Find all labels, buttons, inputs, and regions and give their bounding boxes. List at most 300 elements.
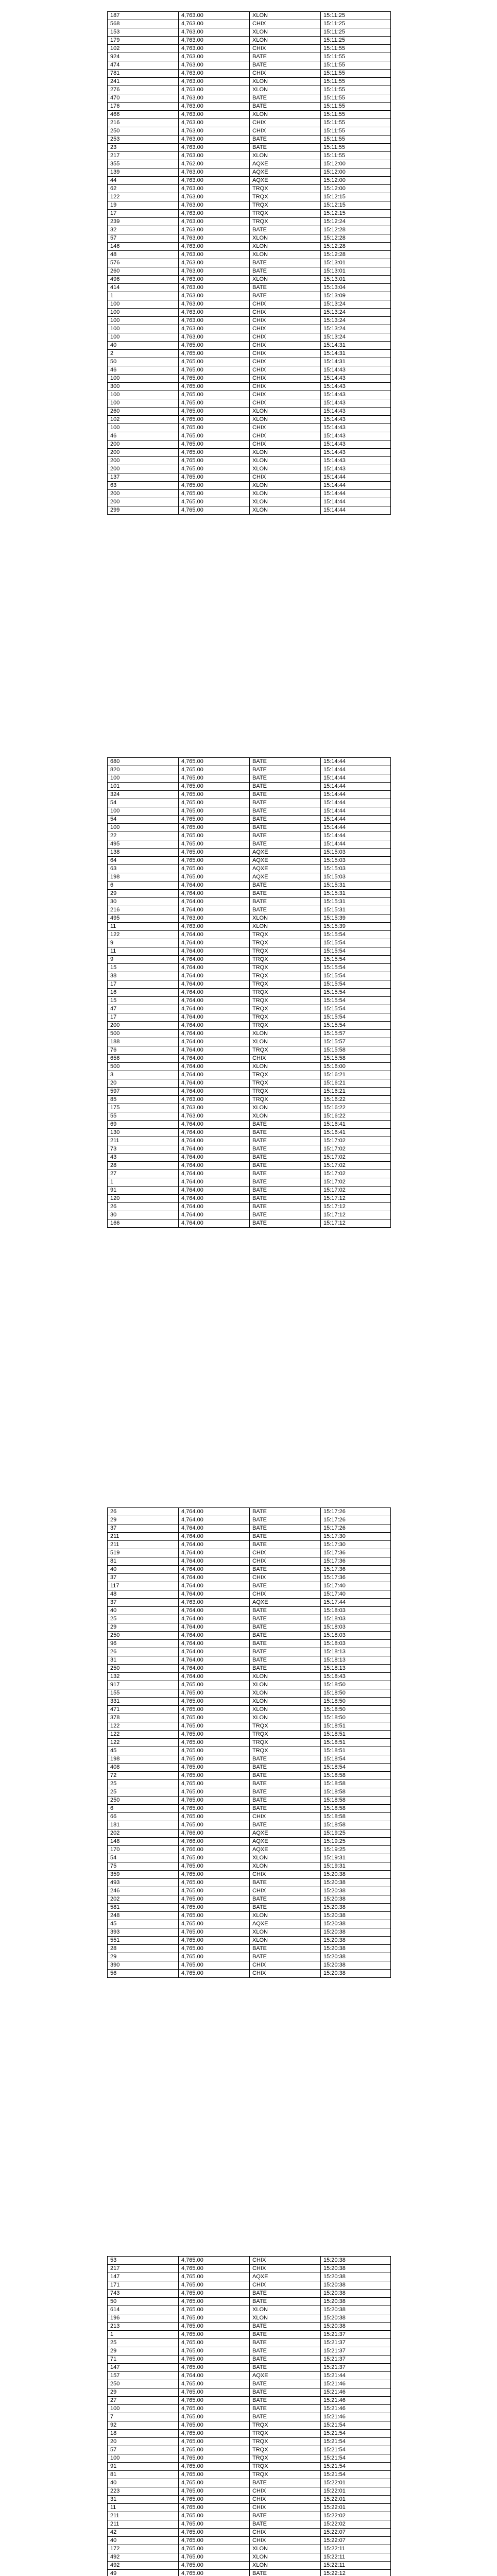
venue-cell: BATE [250,2397,321,2405]
table-row [108,1714,391,1722]
time-cell: 15:17:36 [321,1566,391,1574]
table-row [108,865,391,873]
volume-cell: 137 [108,473,179,482]
venue-cell: BATE [250,1895,321,1904]
price-cell: 4,765.00 [179,2257,250,2265]
venue-cell: CHIX [250,2496,321,2504]
venue-cell: BATE [250,1648,321,1656]
price-cell: 4,763.00 [179,333,250,342]
venue-cell: BATE [250,824,321,832]
table-row [108,1541,391,1549]
price-cell: 4,765.00 [179,799,250,807]
table-row [108,1590,391,1599]
trade-page-4 [107,2256,390,2576]
price-cell: 4,765.00 [179,1714,250,1722]
venue-cell: CHIX [250,391,321,399]
venue-cell: BATE [250,1805,321,1813]
trades-table [107,1507,391,1978]
price-cell: 4,765.00 [179,2347,250,2355]
price-cell: 4,765.00 [179,416,250,424]
price-cell: 4,763.00 [179,1112,250,1121]
price-cell: 4,766.00 [179,1838,250,1846]
time-cell: 15:18:13 [321,1665,391,1673]
volume-cell: 122 [108,1731,179,1739]
venue-cell: XLON [250,1928,321,1937]
table-row [108,2347,391,2355]
volume-cell: 22 [108,832,179,840]
time-cell: 15:14:43 [321,408,391,416]
venue-cell: TRQX [250,1013,321,1022]
table-row [108,2257,391,2265]
table-row [108,1030,391,1038]
price-cell: 4,764.00 [179,956,250,964]
table-row [108,193,391,201]
price-cell: 4,764.00 [179,1508,250,1516]
venue-cell: CHIX [250,20,321,28]
venue-cell: XLON [250,2562,321,2570]
time-cell: 15:14:44 [321,758,391,766]
price-cell: 4,765.00 [179,1731,250,1739]
volume-cell: 25 [108,1615,179,1623]
volume-cell: 40 [108,342,179,350]
table-row [108,309,391,317]
venue-cell: BATE [250,766,321,774]
time-cell: 15:11:55 [321,152,391,160]
table-row [108,424,391,432]
table-row [108,766,391,774]
time-cell: 15:20:38 [321,1904,391,1912]
venue-cell: TRQX [250,1088,321,1096]
price-cell: 4,765.00 [179,2496,250,2504]
time-cell: 15:21:37 [321,2339,391,2347]
time-cell: 15:17:02 [321,1162,391,1170]
venue-cell: CHIX [250,473,321,482]
volume-cell: 148 [108,1838,179,1846]
venue-cell: BATE [250,2413,321,2421]
venue-cell: TRQX [250,931,321,939]
volume-cell: 474 [108,61,179,70]
table-row [108,840,391,849]
volume-cell: 50 [108,2298,179,2306]
venue-cell: BATE [250,840,321,849]
venue-cell: XLON [250,37,321,45]
venue-cell: CHIX [250,1813,321,1821]
price-cell: 4,765.00 [179,449,250,457]
venue-cell: XLON [250,1689,321,1698]
volume-cell: 96 [108,1640,179,1648]
table-row [108,408,391,416]
table-row [108,849,391,857]
venue-cell: BATE [250,2570,321,2576]
price-cell: 4,765.00 [179,873,250,882]
price-cell: 4,765.00 [179,807,250,816]
volume-cell: 172 [108,2545,179,2553]
time-cell: 15:11:55 [321,70,391,78]
table-row [108,37,391,45]
price-cell: 4,765.00 [179,408,250,416]
venue-cell: XLON [250,1698,321,1706]
price-cell: 4,765.00 [179,473,250,482]
price-cell: 4,765.00 [179,440,250,449]
volume-cell: 781 [108,70,179,78]
table-row [108,1615,391,1623]
price-cell: 4,765.00 [179,375,250,383]
table-row [108,1038,391,1046]
time-cell: 15:21:54 [321,2438,391,2446]
time-cell: 15:21:37 [321,2355,391,2364]
table-row [108,2265,391,2273]
price-cell: 4,765.00 [179,498,250,506]
price-cell: 4,765.00 [179,1764,250,1772]
time-cell: 15:20:38 [321,1945,391,1953]
table-row [108,2512,391,2520]
trade-page-2 [107,757,390,1228]
time-cell: 15:17:30 [321,1541,391,1549]
price-cell: 4,765.00 [179,2413,250,2421]
price-cell: 4,765.00 [179,2520,250,2529]
table-row [108,2446,391,2454]
venue-cell: BATE [250,1541,321,1549]
venue-cell: BATE [250,1219,321,1228]
volume-cell: 300 [108,383,179,391]
volume-cell: 57 [108,2446,179,2454]
venue-cell: BATE [250,799,321,807]
price-cell: 4,764.00 [179,1187,250,1195]
table-row [108,432,391,440]
price-cell: 4,764.00 [179,931,250,939]
price-cell: 4,763.00 [179,923,250,931]
time-cell: 15:20:38 [321,2306,391,2314]
time-cell: 15:15:54 [321,997,391,1005]
table-row [108,2355,391,2364]
table-row [108,2290,391,2298]
table-row [108,2339,391,2347]
time-cell: 15:11:25 [321,20,391,28]
table-row [108,824,391,832]
volume-cell: 69 [108,1121,179,1129]
venue-cell: XLON [250,86,321,94]
price-cell: 4,763.00 [179,144,250,152]
volume-cell: 26 [108,1648,179,1656]
volume-cell: 260 [108,267,179,276]
price-cell: 4,765.00 [179,490,250,498]
table-row [108,2454,391,2463]
table-row [108,832,391,840]
volume-cell: 29 [108,890,179,898]
volume-cell: 56 [108,1970,179,1978]
volume-cell: 122 [108,1722,179,1731]
time-cell: 15:15:58 [321,1046,391,1055]
venue-cell: BATE [250,53,321,61]
table-row [108,1582,391,1590]
table-row [108,1755,391,1764]
price-cell: 4,764.00 [179,890,250,898]
time-cell: 15:22:11 [321,2553,391,2562]
table-row [108,2380,391,2388]
table-row [108,857,391,865]
time-cell: 15:17:30 [321,1533,391,1541]
price-cell: 4,765.00 [179,1895,250,1904]
volume-cell: 166 [108,1219,179,1228]
time-cell: 15:11:55 [321,119,391,127]
price-cell: 4,765.00 [179,1937,250,1945]
time-cell: 15:12:28 [321,243,391,251]
volume-cell: 44 [108,177,179,185]
venue-cell: XLON [250,251,321,259]
time-cell: 15:21:54 [321,2421,391,2430]
time-cell: 15:14:43 [321,391,391,399]
time-cell: 15:14:44 [321,840,391,849]
price-cell: 4,765.00 [179,2562,250,2570]
venue-cell: BATE [250,1755,321,1764]
time-cell: 15:22:02 [321,2512,391,2520]
price-cell: 4,765.00 [179,1871,250,1879]
time-cell: 15:15:03 [321,865,391,873]
price-cell: 4,764.00 [179,1145,250,1154]
time-cell: 15:13:01 [321,259,391,267]
venue-cell: BATE [250,267,321,276]
price-cell: 4,763.00 [179,78,250,86]
table-row [108,177,391,185]
volume-cell: 171 [108,2281,179,2290]
volume-cell: 64 [108,857,179,865]
table-row [108,103,391,111]
price-cell: 4,764.00 [179,989,250,997]
time-cell: 15:20:38 [321,1928,391,1937]
time-cell: 15:14:44 [321,807,391,816]
price-cell: 4,765.00 [179,342,250,350]
volume-cell: 29 [108,2388,179,2397]
volume-cell: 54 [108,799,179,807]
table-row [108,1096,391,1104]
venue-cell: BATE [250,1203,321,1211]
venue-cell: XLON [250,914,321,923]
venue-cell: CHIX [250,1887,321,1895]
time-cell: 15:14:43 [321,432,391,440]
volume-cell: 471 [108,1706,179,1714]
time-cell: 15:18:54 [321,1764,391,1772]
price-cell: 4,764.00 [179,1005,250,1013]
volume-cell: 200 [108,440,179,449]
price-cell: 4,764.00 [179,1541,250,1549]
venue-cell: TRQX [250,947,321,956]
volume-cell: 924 [108,53,179,61]
price-cell: 4,763.00 [179,276,250,284]
venue-cell: BATE [250,1780,321,1788]
table-row [108,1046,391,1055]
venue-cell: BATE [250,292,321,300]
table-row [108,292,391,300]
table-row [108,28,391,37]
time-cell: 15:11:55 [321,135,391,144]
price-cell: 4,763.00 [179,70,250,78]
price-cell: 4,764.00 [179,947,250,956]
time-cell: 15:21:37 [321,2347,391,2355]
venue-cell: CHIX [250,309,321,317]
venue-cell: XLON [250,152,321,160]
table-row [108,2520,391,2529]
table-row [108,2281,391,2290]
table-row [108,383,391,391]
table-row [108,1574,391,1582]
venue-cell: CHIX [250,1970,321,1978]
venue-cell: BATE [250,226,321,234]
table-row [108,1722,391,1731]
price-cell: 4,763.00 [179,309,250,317]
volume-cell: 100 [108,309,179,317]
venue-cell: TRQX [250,185,321,193]
venue-cell: BATE [250,2347,321,2355]
table-row [108,2504,391,2512]
volume-cell: 91 [108,2463,179,2471]
time-cell: 15:17:26 [321,1508,391,1516]
volume-cell: 216 [108,906,179,914]
time-cell: 15:19:31 [321,1862,391,1871]
volume-cell: 196 [108,2314,179,2323]
price-cell: 4,765.00 [179,399,250,408]
venue-cell: CHIX [250,45,321,53]
venue-cell: XLON [250,12,321,20]
price-cell: 4,765.00 [179,2323,250,2331]
time-cell: 15:15:54 [321,947,391,956]
volume-cell: 19 [108,201,179,210]
price-cell: 4,765.00 [179,1739,250,1747]
venue-cell: CHIX [250,2529,321,2537]
time-cell: 15:15:54 [321,972,391,980]
venue-cell: TRQX [250,1046,321,1055]
venue-cell: BATE [250,2355,321,2364]
volume-cell: 200 [108,490,179,498]
venue-cell: AQXE [250,865,321,873]
venue-cell: BATE [250,1772,321,1780]
table-row [108,135,391,144]
table-row [108,816,391,824]
time-cell: 15:14:44 [321,791,391,799]
volume-cell: 25 [108,1788,179,1797]
table-row [108,70,391,78]
table-row [108,1599,391,1607]
volume-cell: 120 [108,1195,179,1203]
venue-cell: TRQX [250,1022,321,1030]
venue-cell: AQXE [250,177,321,185]
time-cell: 15:20:38 [321,2281,391,2290]
price-cell: 4,765.00 [179,1747,250,1755]
time-cell: 15:14:43 [321,416,391,424]
price-cell: 4,765.00 [179,1970,250,1978]
venue-cell: BATE [250,1566,321,1574]
volume-cell: 188 [108,1038,179,1046]
price-cell: 4,763.00 [179,61,250,70]
time-cell: 15:11:55 [321,103,391,111]
venue-cell: BATE [250,1582,321,1590]
volume-cell: 54 [108,816,179,824]
venue-cell: BATE [250,1764,321,1772]
price-cell: 4,763.00 [179,94,250,103]
price-cell: 4,763.00 [179,300,250,309]
volume-cell: 743 [108,2290,179,2298]
price-cell: 4,765.00 [179,1945,250,1953]
price-cell: 4,765.00 [179,2471,250,2479]
table-row [108,1129,391,1137]
volume-cell: 28 [108,1162,179,1170]
time-cell: 15:22:07 [321,2529,391,2537]
time-cell: 15:17:26 [321,1516,391,1524]
time-cell: 15:11:55 [321,144,391,152]
price-cell: 4,765.00 [179,1821,250,1829]
volume-cell: 211 [108,2520,179,2529]
price-cell: 4,764.00 [179,1656,250,1665]
time-cell: 15:11:25 [321,12,391,20]
venue-cell: TRQX [250,964,321,972]
table-row [108,1063,391,1071]
table-row [108,168,391,177]
volume-cell: 393 [108,1928,179,1937]
time-cell: 15:20:38 [321,1887,391,1895]
venue-cell: BATE [250,135,321,144]
volume-cell: 495 [108,840,179,849]
trades-table [107,11,391,515]
time-cell: 15:20:38 [321,2290,391,2298]
time-cell: 15:18:50 [321,1698,391,1706]
volume-cell: 37 [108,1574,179,1582]
table-row [108,1706,391,1714]
venue-cell: XLON [250,506,321,515]
venue-cell: BATE [250,1154,321,1162]
venue-cell: XLON [250,243,321,251]
volume-cell: 32 [108,226,179,234]
time-cell: 15:12:28 [321,226,391,234]
volume-cell: 414 [108,284,179,292]
price-cell: 4,764.00 [179,1219,250,1228]
price-cell: 4,765.00 [179,2438,250,2446]
time-cell: 15:22:01 [321,2496,391,2504]
price-cell: 4,764.00 [179,1137,250,1145]
venue-cell: AQXE [250,1829,321,1838]
volume-cell: 17 [108,210,179,218]
time-cell: 15:14:31 [321,342,391,350]
venue-cell: BATE [250,890,321,898]
price-cell: 4,765.00 [179,350,250,358]
table-row [108,127,391,135]
time-cell: 15:14:44 [321,498,391,506]
table-row [108,939,391,947]
time-cell: 15:18:51 [321,1731,391,1739]
volume-cell: 92 [108,2421,179,2430]
volume-cell: 100 [108,399,179,408]
price-cell: 4,763.00 [179,12,250,20]
volume-cell: 40 [108,2479,179,2487]
time-cell: 15:17:36 [321,1549,391,1557]
venue-cell: BATE [250,1607,321,1615]
table-row [108,1895,391,1904]
venue-cell: XLON [250,408,321,416]
volume-cell: 614 [108,2306,179,2314]
volume-cell: 100 [108,317,179,325]
time-cell: 15:16:41 [321,1121,391,1129]
price-cell: 4,762.00 [179,160,250,168]
table-row [108,482,391,490]
table-row [108,914,391,923]
table-row [108,2413,391,2421]
table-row [108,1112,391,1121]
price-cell: 4,765.00 [179,857,250,865]
table-row [108,1764,391,1772]
table-row [108,980,391,989]
price-cell: 4,765.00 [179,2265,250,2273]
volume-cell: 48 [108,251,179,259]
volume-cell: 81 [108,2471,179,2479]
price-cell: 4,765.00 [179,1805,250,1813]
